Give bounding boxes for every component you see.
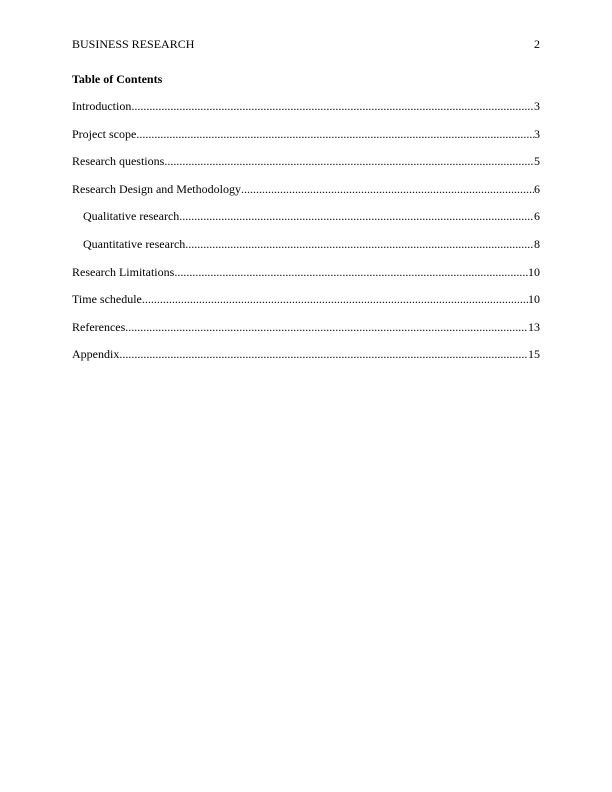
toc-entry-label: Introduction	[72, 99, 132, 113]
toc-entry-project-scope[interactable]	[72, 126, 540, 154]
toc-entry-research-limitations[interactable]	[72, 264, 540, 292]
toc-entry-label: Project scope	[72, 126, 137, 141]
dot-leader	[119, 346, 528, 362]
dot-leader	[125, 319, 528, 335]
toc-entry-quantitative-research[interactable]	[72, 236, 540, 264]
toc-entry-page: 3	[534, 99, 540, 113]
toc-entry-label: Quantitative research	[83, 236, 186, 251]
toc-entry-page: 6	[534, 209, 540, 224]
table-of-contents	[72, 98, 540, 374]
page-header	[72, 36, 540, 52]
page-number: 2	[534, 37, 540, 51]
dot-leader	[164, 153, 534, 169]
dot-leader	[136, 126, 534, 142]
toc-entry-page: 3	[534, 126, 540, 141]
toc-entry-label: References	[72, 319, 126, 334]
dot-leader	[131, 98, 534, 114]
toc-entry-time-schedule[interactable]	[72, 291, 540, 319]
toc-entry-label: Time schedule	[72, 292, 142, 307]
toc-entry-appendix[interactable]	[72, 346, 540, 374]
toc-entry-page: 6	[534, 181, 540, 196]
dot-leader	[142, 291, 528, 307]
toc-entry-page: 10	[528, 292, 540, 307]
toc-entry-research-questions[interactable]	[72, 153, 540, 181]
toc-heading: Table of Contents	[72, 72, 163, 86]
toc-entry-page: 10	[528, 264, 540, 279]
dot-leader	[174, 264, 528, 280]
toc-entry-label: Qualitative research	[83, 209, 180, 224]
toc-entry-label: Research Limitations	[72, 264, 175, 279]
running-head-title: BUSINESS RESEARCH	[72, 37, 195, 51]
toc-entry-page: 13	[528, 319, 540, 334]
toc-entry-introduction[interactable]	[72, 98, 540, 126]
toc-entry-label: Research questions	[72, 154, 165, 169]
toc-entry-references[interactable]	[72, 319, 540, 347]
toc-entry-page: 15	[528, 347, 540, 362]
toc-entry-label: Research Design and Methodology	[72, 181, 241, 196]
toc-entry-page: 5	[534, 154, 540, 169]
toc-entry-qualitative-research[interactable]	[72, 208, 540, 236]
dot-leader	[241, 181, 534, 197]
toc-entry-label: Appendix	[72, 347, 120, 362]
dot-leader	[185, 236, 534, 252]
toc-entry-research-design[interactable]	[72, 181, 540, 209]
toc-entry-page: 8	[534, 236, 540, 251]
dot-leader	[179, 208, 534, 224]
